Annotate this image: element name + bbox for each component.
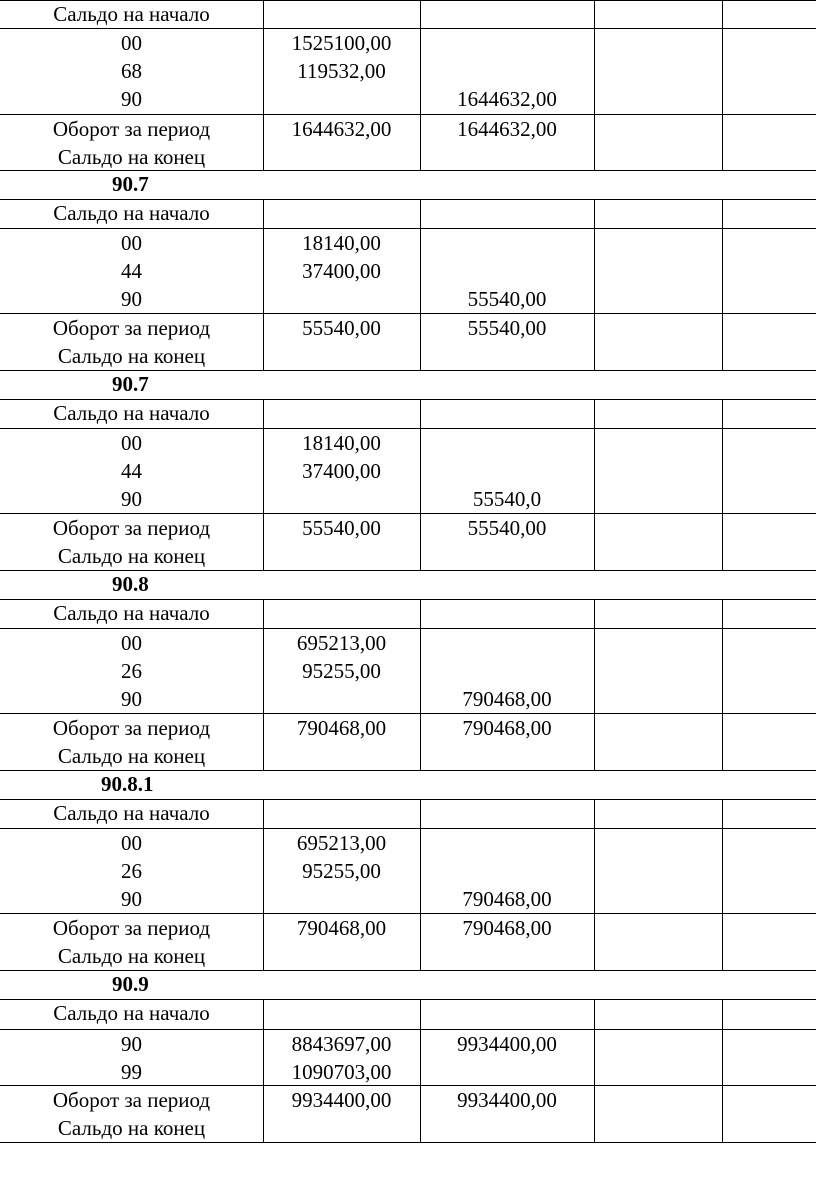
grid-cell (722, 115, 723, 170)
entries-row (0, 229, 816, 314)
entries-row (0, 429, 816, 514)
debit-amount: 18140,00 (302, 431, 381, 455)
closing-balance-label: Сальдо на конец (57, 744, 206, 768)
subaccount-heading: 90.7 (112, 372, 149, 396)
grid-cell (594, 914, 595, 970)
debit-amount: 37400,00 (302, 459, 381, 483)
turnover-label: Оборот за период (52, 1088, 211, 1112)
turnover-label: Оборот за период (52, 117, 211, 141)
turnover-row (0, 714, 816, 771)
correspondent-account: 26 (121, 859, 142, 883)
grid-cell (594, 829, 595, 913)
subaccount-heading-row (0, 771, 816, 800)
turnover-credit: 790468,00 (462, 916, 552, 940)
grid-cell (722, 1, 723, 28)
subaccount-heading: 90.9 (112, 972, 149, 996)
correspondent-account: 90 (121, 287, 142, 311)
turnover-label: Оборот за период (52, 316, 211, 340)
opening-balance-row (0, 0, 816, 29)
correspondent-account: 00 (121, 231, 142, 255)
grid-cell (722, 714, 723, 770)
correspondent-account: 44 (121, 259, 142, 283)
correspondent-account: 90 (121, 687, 142, 711)
credit-amount: 790468,00 (462, 687, 552, 711)
grid-cell (420, 200, 421, 228)
turnover-row (0, 914, 816, 971)
subaccount-heading-row (0, 971, 816, 1000)
grid-cell (594, 600, 595, 628)
turnover-row (0, 1086, 816, 1143)
turnover-credit: 790468,00 (462, 716, 552, 740)
correspondent-account: 00 (121, 431, 142, 455)
debit-amount: 1090703,00 (291, 1060, 392, 1084)
correspondent-account: 90 (121, 1032, 142, 1056)
opening-balance-label: Сальдо на начало (53, 201, 210, 225)
turnover-credit: 9934400,00 (457, 1088, 557, 1112)
opening-balance-label: Сальдо на начало (53, 2, 210, 26)
credit-amount: 1644632,00 (457, 87, 557, 111)
grid-cell (722, 1000, 723, 1029)
grid-cell (722, 829, 723, 913)
debit-amount: 95255,00 (302, 859, 381, 883)
closing-balance-label: Сальдо на конец (57, 944, 206, 968)
correspondent-account: 00 (121, 31, 142, 55)
closing-balance-label: Сальдо на конец (57, 145, 206, 169)
opening-balance-label: Сальдо на начало (53, 401, 210, 425)
turnover-debit: 790468,00 (296, 716, 387, 740)
grid-cell (594, 29, 595, 114)
grid-cell (420, 600, 421, 628)
debit-amount: 1525100,00 (291, 31, 392, 55)
opening-balance-row (0, 800, 816, 829)
correspondent-account: 90 (121, 87, 142, 111)
debit-amount: 8843697,00 (291, 1032, 392, 1056)
turnover-debit: 55540,00 (302, 516, 381, 540)
subaccount-heading: 90.8.1 (101, 772, 154, 796)
closing-balance-label: Сальдо на конец (57, 1116, 206, 1140)
grid-cell (722, 29, 723, 114)
grid-cell (420, 800, 421, 828)
entries-row (0, 829, 816, 914)
correspondent-account: 90 (121, 887, 142, 911)
opening-balance-label: Сальдо на начало (53, 801, 210, 825)
turnover-debit: 55540,00 (302, 316, 381, 340)
turnover-debit: 790468,00 (296, 916, 387, 940)
correspondent-account: 90 (121, 487, 142, 511)
grid-cell (594, 714, 595, 770)
debit-amount: 95255,00 (302, 659, 381, 683)
grid-cell (722, 1030, 723, 1085)
debit-amount: 695213,00 (296, 631, 387, 655)
entries-row (0, 1030, 816, 1086)
credit-amount: 9934400,00 (457, 1032, 557, 1056)
grid-cell (722, 229, 723, 313)
opening-balance-label: Сальдо на начало (53, 1001, 210, 1025)
turnover-label: Оборот за период (52, 516, 211, 540)
subaccount-heading-row (0, 571, 816, 600)
closing-balance-label: Сальдо на конец (57, 544, 206, 568)
opening-balance-row (0, 600, 816, 629)
grid-cell (263, 1000, 264, 1029)
grid-cell (722, 914, 723, 970)
grid-cell (594, 629, 595, 713)
opening-balance-row (0, 400, 816, 429)
entries-row (0, 629, 816, 714)
correspondent-account: 99 (121, 1060, 142, 1084)
grid-cell (263, 1, 264, 28)
turnover-row (0, 514, 816, 571)
grid-cell (594, 1000, 595, 1029)
credit-amount: 55540,0 (472, 487, 542, 511)
grid-cell (722, 800, 723, 828)
grid-cell (722, 1086, 723, 1142)
turnover-debit: 9934400,00 (291, 1088, 392, 1112)
grid-cell (594, 115, 595, 170)
debit-amount: 119532,00 (297, 59, 386, 83)
subaccount-heading: 90.8 (112, 572, 149, 596)
subaccount-heading: 90.7 (112, 172, 149, 196)
credit-amount: 790468,00 (462, 887, 552, 911)
grid-cell (594, 1, 595, 28)
grid-cell (594, 800, 595, 828)
grid-cell (594, 200, 595, 228)
grid-cell (263, 800, 264, 828)
grid-cell (594, 1030, 595, 1085)
correspondent-account: 44 (121, 459, 142, 483)
debit-amount: 18140,00 (302, 231, 381, 255)
grid-cell (263, 200, 264, 228)
closing-balance-label: Сальдо на конец (57, 344, 206, 368)
grid-cell (420, 1, 421, 28)
grid-cell (594, 514, 595, 570)
grid-cell (594, 1086, 595, 1142)
opening-balance-label: Сальдо на начало (53, 601, 210, 625)
correspondent-account: 00 (121, 831, 142, 855)
grid-cell (722, 200, 723, 228)
grid-cell (420, 1000, 421, 1029)
grid-cell (594, 314, 595, 370)
credit-amount: 55540,00 (467, 287, 547, 311)
turnover-row (0, 314, 816, 371)
correspondent-account: 26 (121, 659, 142, 683)
turnover-credit: 55540,00 (467, 316, 547, 340)
turnover-debit: 1644632,00 (291, 117, 392, 141)
debit-amount: 695213,00 (296, 831, 387, 855)
turnover-label: Оборот за период (52, 716, 211, 740)
grid-cell (722, 314, 723, 370)
correspondent-account: 68 (121, 59, 142, 83)
grid-cell (594, 400, 595, 428)
grid-cell (722, 400, 723, 428)
entries-row (0, 29, 816, 115)
turnover-row (0, 115, 816, 171)
grid-cell (722, 429, 723, 513)
correspondent-account: 00 (121, 631, 142, 655)
grid-cell (722, 514, 723, 570)
turnover-credit: 55540,00 (467, 516, 547, 540)
debit-amount: 37400,00 (302, 259, 381, 283)
turnover-credit: 1644632,00 (457, 117, 557, 141)
opening-balance-row (0, 1000, 816, 1030)
grid-cell (263, 400, 264, 428)
grid-cell (263, 600, 264, 628)
grid-cell (594, 429, 595, 513)
subaccount-heading-row (0, 171, 816, 200)
subaccount-heading-row (0, 371, 816, 400)
grid-cell (594, 229, 595, 313)
turnover-label: Оборот за период (52, 916, 211, 940)
grid-cell (722, 600, 723, 628)
grid-cell (722, 629, 723, 713)
grid-cell (420, 400, 421, 428)
opening-balance-row (0, 200, 816, 229)
